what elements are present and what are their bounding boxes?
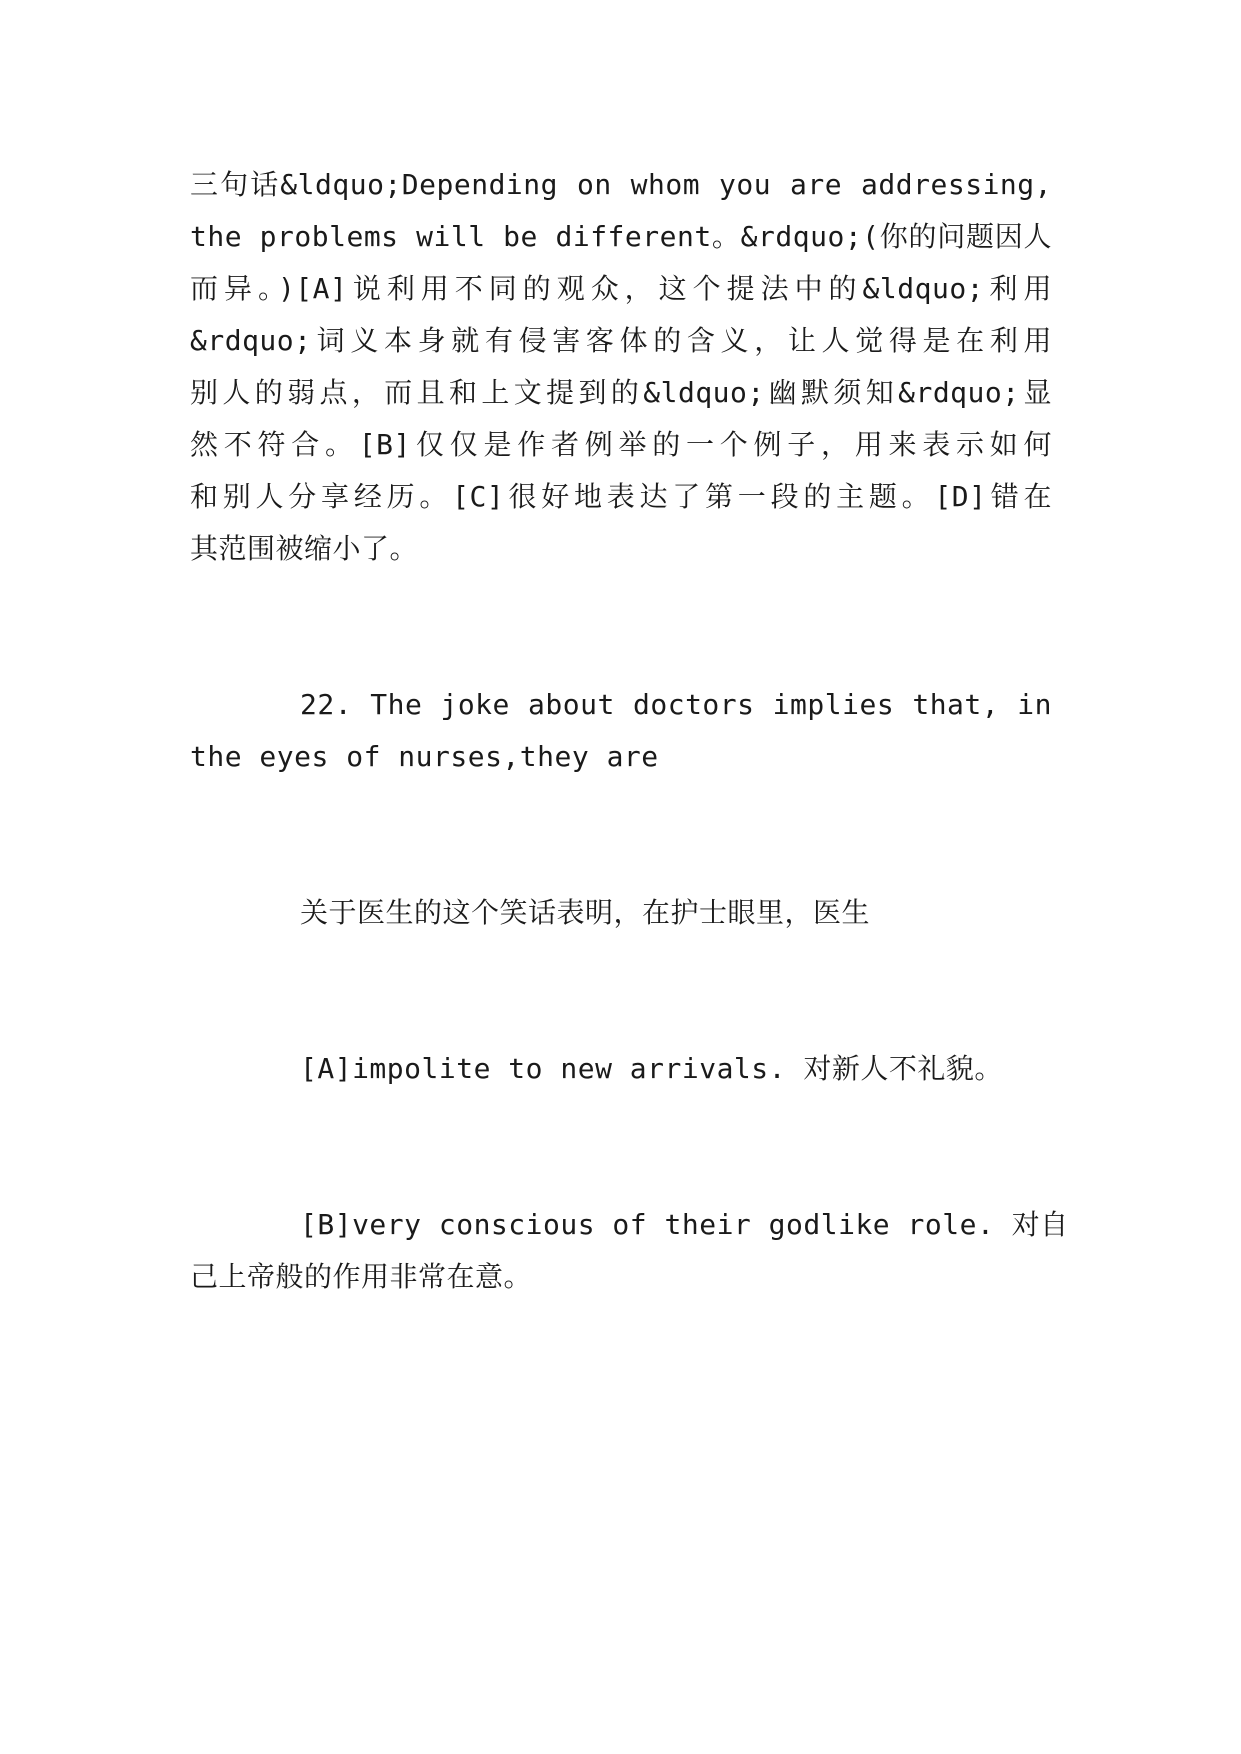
explanation-line-7: 和别人分享经历。[C]很好地表达了第一段的主题。[D]错在 [190,480,1052,513]
explanation-line-8: 其范围被缩小了。 [190,532,419,565]
question-22-translation: 关于医生的这个笑话表明，在护士眼里，医生 [300,896,871,929]
option-a: [A]impolite to new arrivals. 对新人不礼貌。 [300,1052,1003,1085]
question-22-line-1: 22. The joke about doctors implies that, in [300,688,1052,721]
option-b-line-2: 己上帝般的作用非常在意。 [190,1260,533,1293]
explanation-line-6: 然不符合。[B]仅仅是作者例举的一个例子，用来表示如何 [190,428,1052,461]
explanation-line-3: 而异。)[A]说利用不同的观众，这个提法中的&ldquo;利用 [190,272,1052,305]
explanation-line-2: the problems will be different。&rdquo;(你的问题因人 [190,220,1052,253]
question-22-line-2: the eyes of nurses,they are [190,740,659,773]
explanation-line-5: 别人的弱点，而且和上文提到的&ldquo;幽默须知&rdquo;显 [190,376,1052,409]
option-b-line-1: [B]very conscious of their godlike role. 对自 [300,1208,1069,1241]
explanation-line-1: 三句话&ldquo;Depending on whom you are addressing, [190,168,1052,201]
explanation-line-4: &rdquo;词义本身就有侵害客体的含义，让人觉得是在利用 [190,324,1052,357]
